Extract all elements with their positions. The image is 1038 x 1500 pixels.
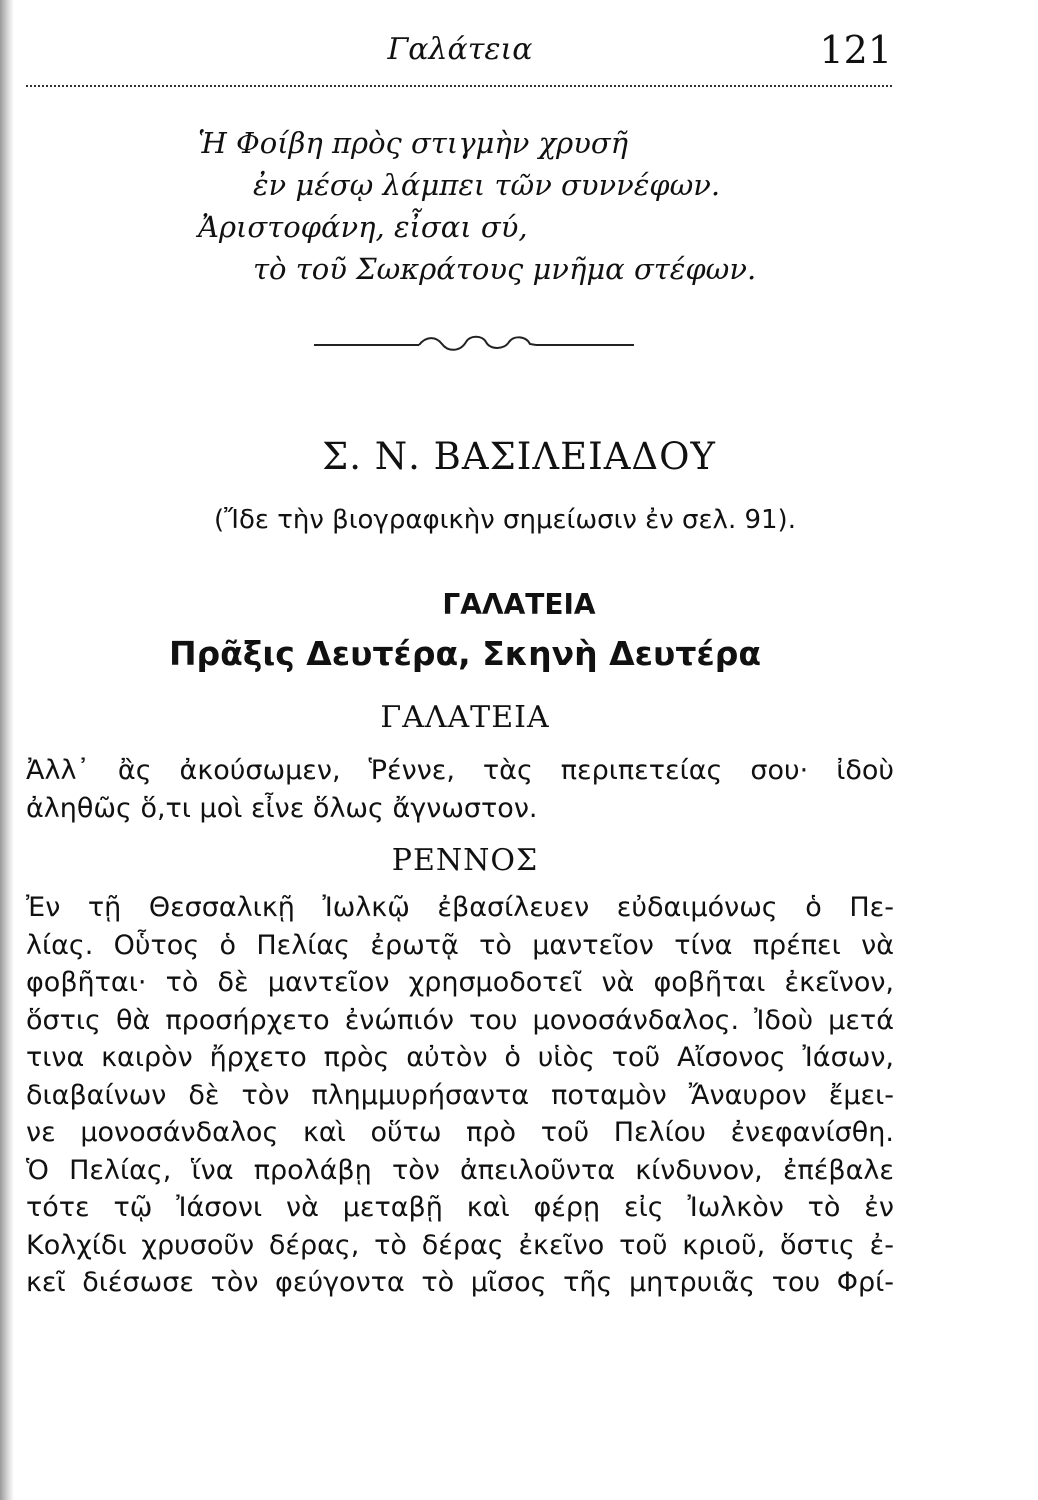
speech-line: ἀληθῶς ὅ,τι μοὶ εἶνε ὅλως ἄγνωστον. [26, 792, 538, 824]
scene-heading: Πρᾶξις Δευτέρα, Σκηνὴ Δευτέρα [168, 634, 762, 673]
speech-line: Ὁ Πελίας, ἵνα προλάβῃ τὸν ἀπειλοῦντα κίνδυνον, ἐπέβαλε [26, 1154, 894, 1186]
author-name: Σ. Ν. ΒΑΣΙΛΕΙΑΔΟΥ [322, 435, 716, 478]
poem-line: τὸ τοῦ Σωκράτους μνῆμα στέφων. [253, 252, 757, 286]
speech-line: τότε τῷ Ἰάσονι νὰ μεταβῇ καὶ φέρῃ εἰς Ἰωλκὸν τὸ ἐν [26, 1192, 894, 1223]
speech-block [26, 752, 894, 827]
speech-line: διαβαίνων δὲ τὸν πλημμυρήσαντα ποταμὸν Ἄναυρον ἔμει- [26, 1079, 894, 1111]
speech-line: φοβῆται· τὸ δὲ μαντεῖον χρησμοδοτεῖ νὰ φοβῆται ἐκεῖνον, [26, 967, 894, 998]
speech-line: νε μονοσάνδαλος καὶ οὕτω πρὸ τοῦ Πελίου ἐνεφανίσθη. [26, 1117, 894, 1148]
page-number: 121 [819, 28, 892, 72]
poem-line: Ἀριστοφάνη, εἶσαι σύ, [198, 210, 528, 244]
poem-line: ἐν μέσῳ λάμπει τῶν συννέφων. [253, 168, 721, 202]
speaker-name: ΓΑΛΑΤΕΙΑ [380, 700, 550, 735]
poem-stanza [198, 122, 838, 290]
speech-line: Κολχίδι χρυσοῦν δέρας, τὸ δέρας ἐκεῖνο τοῦ κριοῦ, ὅστις ἐ- [26, 1229, 894, 1261]
speech-line: Ἀλλ᾽ ἂς ἀκούσωμεν, Ῥέννε, τὰς περιπετείας σου· ἰδοὺ [26, 755, 894, 786]
page-header [28, 28, 892, 80]
speech-line: τινα καιρὸν ἤρχετο πρὸς αὐτὸν ὁ υἱὸς τοῦ Αἴσονος Ἰάσων, [26, 1042, 894, 1073]
running-title: Γαλάτεια [387, 32, 533, 67]
speech-line: Ἐν τῇ Θεσσαλικῇ Ἰωλκῷ ἐβασίλευεν εὐδαιμόνως ὁ Πε- [26, 892, 894, 923]
speaker-name: ΡΕΝΝΟΣ [391, 843, 539, 878]
play-title: ΓΑΛΑΤΕΙΑ [442, 588, 596, 621]
biography-note: (Ἴδε τὴν βιογραφικὴν σημείωσιν ἐν σελ. 91). [214, 505, 796, 535]
binding-edge-shadow [0, 0, 14, 1500]
ornamental-divider [314, 330, 634, 360]
speech-line: λίας. Οὗτος ὁ Πελίας ἐρωτᾷ τὸ μαντεῖον τίνα πρέπει νὰ [26, 929, 894, 961]
header-rule [26, 85, 892, 87]
speech-block [26, 889, 894, 1302]
speech-line: ὅστις θὰ προσήρχετο ἐνώπιόν του μονοσάνδαλος. Ἰδοὺ μετά [26, 1004, 894, 1036]
poem-line: Ἡ Φοίβη πρὸς στιγμὴν χρυσῆ [198, 126, 629, 160]
speech-line: κεῖ διέσωσε τὸν φεύγοντα τὸ μῖσος τῆς μητρυιᾶς του Φρί- [26, 1267, 894, 1298]
